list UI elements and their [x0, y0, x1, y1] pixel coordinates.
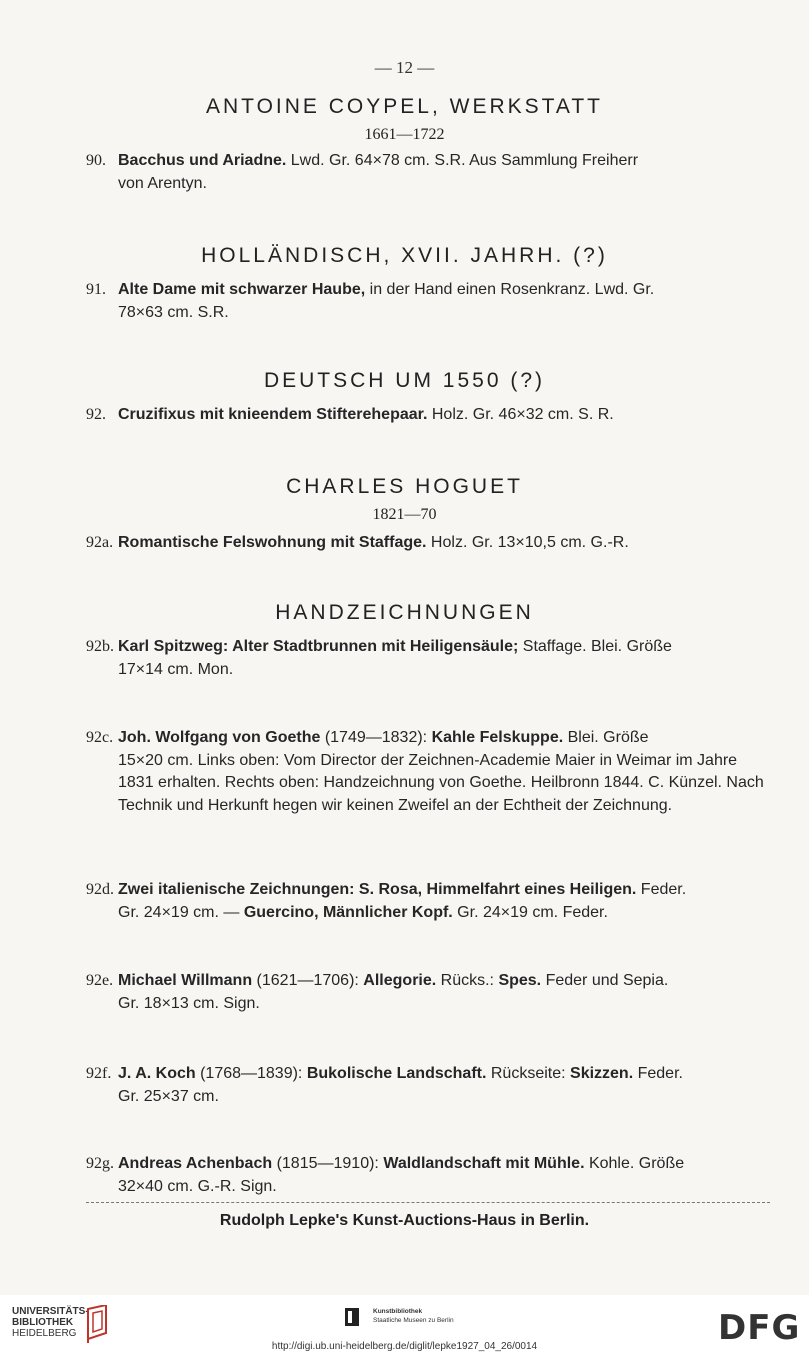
heidelberg-library-logo-icon[interactable] — [84, 1305, 110, 1343]
footer-divider — [86, 1202, 770, 1203]
entry-92c — [86, 727, 770, 817]
entry-text: Holz. Gr. 13×10,5 cm. G.-R. — [426, 534, 629, 551]
entry-number: 92f. — [86, 1065, 112, 1082]
entry-92e — [86, 970, 770, 1015]
kunstbibliothek-text — [373, 1307, 454, 1325]
entry-92 — [86, 404, 770, 427]
entry-continuation: Gr. 18×13 cm. Sign. — [118, 994, 260, 1012]
entry-number: 92g. — [86, 1155, 114, 1172]
entry-text: in der Hand einen Rosenkranz. Lwd. Gr. — [365, 281, 655, 298]
entry-subtitle: Spes. — [498, 972, 542, 989]
entry-text: Feder. — [633, 1065, 683, 1082]
entry-title: Romantische Felswohnung mit Staffage. — [118, 534, 427, 551]
heading-handzeichnungen: HANDZEICHNUNGEN — [275, 601, 534, 624]
entry-number: 92a. — [86, 534, 114, 551]
kunstbibliothek-line2: Staatliche Museen zu Berlin — [373, 1317, 454, 1324]
entry-number: 92b. — [86, 638, 114, 655]
entry-number: 90. — [86, 152, 106, 169]
entry-number: 92e. — [86, 972, 114, 989]
entry-text: Staffage. Blei. Größe — [518, 638, 672, 655]
publisher-footer: Rudolph Lepke's Kunst-Auctions-Haus in Berlin. — [219, 1212, 590, 1229]
entry-continuation: von Arentyn. — [118, 174, 207, 192]
entry-subtitle: Waldlandschaft mit Mühle. — [383, 1155, 585, 1172]
heading-coypel: ANTOINE COYPEL, WERKSTATT — [205, 95, 604, 118]
entry-text: Holz. Gr. 46×32 cm. S. R. — [427, 406, 614, 423]
heading-hollaendisch: HOLLÄNDISCH, XVII. JAHRH. (?) — [201, 244, 608, 267]
entry-text: Rückseite: — [486, 1065, 571, 1082]
entry-continuation — [86, 902, 770, 925]
library-line2: BIBLIOTHEK — [12, 1317, 74, 1328]
entry-text: (1768—1839): — [195, 1065, 307, 1082]
entry-continuation: 78×63 cm. S.R. — [118, 303, 229, 321]
entry-92f — [86, 1063, 770, 1108]
entry-continuation: Gr. 25×37 cm. — [118, 1087, 219, 1105]
entry-text: Rücks.: — [436, 972, 499, 989]
entry-subtitle: Skizzen. — [570, 1065, 634, 1082]
entry-91 — [86, 279, 770, 324]
heading-deutsch: DEUTSCH UM 1550 (?) — [263, 369, 546, 392]
entry-continuation: 15×20 cm. Links oben: Vom Director der Zeichnen-Academie Maier in Weimar im Jahre 1831 erhalten. Rechts oben: Handzeichnung von Goethe. Heilbronn 1844. C. Künzel. Nach Technik und Herkunft hegen wir keinen Zweifel an der Echtheit der Zeichnung. — [118, 751, 764, 814]
entry-92d — [86, 879, 770, 924]
entry-92a — [86, 532, 770, 555]
entry-title: Cruzifixus mit knieendem Stifterehepaar. — [118, 406, 428, 423]
entry-92b — [86, 636, 770, 681]
dfg-logo[interactable]: DFG — [718, 1308, 801, 1348]
dates-coypel: 1661—1722 — [364, 126, 445, 143]
entry-title: Joh. Wolfgang von Goethe — [118, 729, 321, 746]
entry-subtitle: Guercino, Männlicher Kopf. — [243, 903, 453, 921]
entry-subtitle: Bukolische Landschaft. — [306, 1065, 487, 1082]
entry-title: J. A. Koch — [118, 1065, 196, 1082]
entry-title: Zwei italienische Zeichnungen: S. Rosa, Himmelfahrt eines Heiligen. — [118, 881, 637, 898]
entry-number: 92c. — [86, 729, 114, 746]
entry-continuation: 17×14 cm. Mon. — [118, 660, 234, 678]
entry-text: Kohle. Größe — [584, 1155, 685, 1172]
heading-hoguet: CHARLES HOGUET — [286, 475, 523, 498]
entry-continuation: 32×40 cm. G.-R. Sign. — [118, 1177, 277, 1195]
entry-title: Andreas Achenbach — [118, 1155, 273, 1172]
permalink-url[interactable]: http://digi.ub.uni-heidelberg.de/diglit/lepke1927_04_26/0014 — [271, 1341, 538, 1352]
dates-hoguet: 1821—70 — [372, 506, 437, 523]
university-library-label[interactable] — [12, 1306, 89, 1339]
entry-text: Blei. Größe — [563, 729, 649, 746]
library-line3: HEIDELBERG — [12, 1328, 77, 1339]
entry-title: Alte Dame mit schwarzer Haube, — [118, 281, 366, 298]
entry-92g — [86, 1153, 770, 1198]
kunstbibliothek-line1: Kunstbibliothek — [373, 1308, 423, 1315]
entry-text: (1749—1832): — [320, 729, 432, 746]
entry-text: Lwd. Gr. 64×78 cm. S.R. Aus Sammlung Freiherr — [286, 152, 639, 169]
entry-subtitle: Kahle Felskuppe. — [431, 729, 564, 746]
entry-subtitle: Allegorie. — [363, 972, 437, 989]
entry-title: Michael Willmann — [118, 972, 253, 989]
entry-number: 92. — [86, 406, 106, 423]
entry-title: Bacchus und Ariadne. — [118, 152, 287, 169]
page-number: — 12 — — [374, 58, 435, 77]
entry-number: 91. — [86, 281, 106, 298]
entry-90 — [86, 150, 770, 195]
entry-text: Gr. 24×19 cm. Feder. — [452, 903, 608, 921]
entry-text: (1815—1910): — [272, 1155, 384, 1172]
entry-text: (1621—1706): — [252, 972, 364, 989]
entry-text: Feder und Sepia. — [541, 972, 669, 989]
entry-title: Karl Spitzweg: Alter Stadtbrunnen mit Heiligensäule; — [118, 638, 519, 655]
kunstbibliothek-logo-icon — [345, 1308, 359, 1326]
library-line1: UNIVERSITÄTS- — [12, 1306, 89, 1317]
entry-number: 92d. — [86, 881, 114, 898]
entry-text: Feder. — [636, 881, 687, 898]
entry-text: Gr. 24×19 cm. — — [118, 903, 244, 921]
